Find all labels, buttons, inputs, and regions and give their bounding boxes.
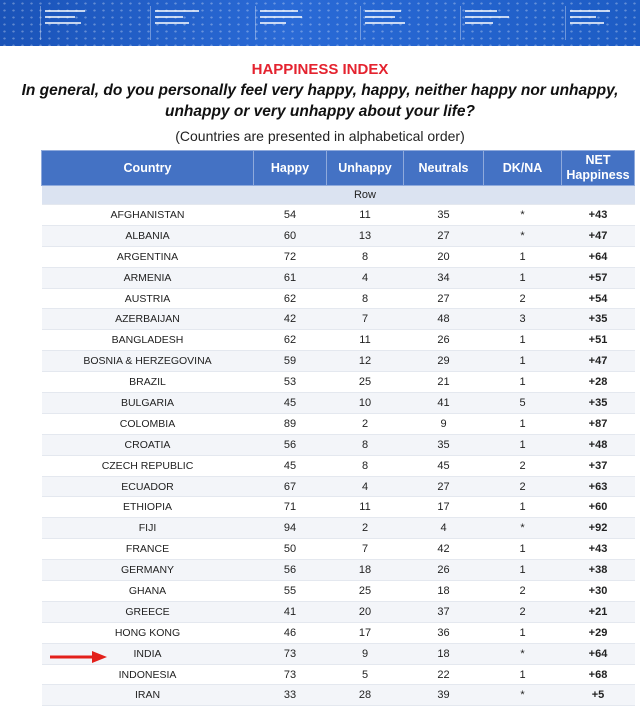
dkna-cell: *	[484, 643, 562, 664]
neutrals-cell: 45	[404, 455, 484, 476]
unhappy-cell: 17	[327, 622, 404, 643]
net-happiness-cell: +47	[562, 225, 635, 246]
unhappy-cell: 20	[327, 601, 404, 622]
happy-cell: 50	[254, 539, 327, 560]
column-header-country: Country	[42, 151, 254, 186]
country-cell: BOSNIA & HERZEGOVINA	[42, 351, 254, 372]
unhappy-cell: 2	[327, 518, 404, 539]
unhappy-cell: 7	[327, 539, 404, 560]
happy-cell: 45	[254, 455, 327, 476]
neutrals-cell: 17	[404, 497, 484, 518]
neutrals-cell: 20	[404, 246, 484, 267]
neutrals-cell: 18	[404, 643, 484, 664]
net-happiness-cell: +87	[562, 413, 635, 434]
section-label-spacer	[484, 186, 562, 205]
table-row	[42, 434, 635, 455]
dkna-cell: 1	[484, 413, 562, 434]
happy-cell: 94	[254, 518, 327, 539]
table-row	[42, 581, 635, 602]
dkna-cell: 2	[484, 455, 562, 476]
column-header-unhappy: Unhappy	[327, 151, 404, 186]
column-header-net-happiness: NET Happiness	[562, 151, 635, 186]
dkna-cell: 1	[484, 622, 562, 643]
table-row	[42, 601, 635, 622]
banner-logo-block	[150, 6, 209, 40]
country-cell: ARGENTINA	[42, 246, 254, 267]
net-happiness-cell: +63	[562, 476, 635, 497]
net-happiness-cell: +28	[562, 372, 635, 393]
dkna-cell: 1	[484, 434, 562, 455]
banner-logo-block	[255, 6, 314, 40]
country-cell: IRAN	[42, 685, 254, 706]
happy-cell: 56	[254, 434, 327, 455]
red-right-arrow-icon	[48, 651, 108, 663]
unhappy-cell: 18	[327, 560, 404, 581]
table-row	[42, 393, 635, 414]
net-happiness-cell: +29	[562, 622, 635, 643]
happy-cell: 46	[254, 622, 327, 643]
country-cell: HONG KONG	[42, 622, 254, 643]
unhappy-cell: 13	[327, 225, 404, 246]
table-row	[42, 518, 635, 539]
neutrals-cell: 18	[404, 581, 484, 602]
dkna-cell: *	[484, 685, 562, 706]
dkna-cell: *	[484, 225, 562, 246]
net-happiness-cell: +30	[562, 581, 635, 602]
ordering-note: (Countries are presented in alphabetical order)	[175, 128, 465, 144]
neutrals-cell: 4	[404, 518, 484, 539]
table-row	[42, 685, 635, 706]
net-happiness-cell: +5	[562, 685, 635, 706]
dkna-cell: 5	[484, 393, 562, 414]
country-cell: FRANCE	[42, 539, 254, 560]
unhappy-cell: 8	[327, 434, 404, 455]
survey-question: In general, do you personally feel very happy, happy, neither happy nor unhappy, unhappy or very unhappy about your life?	[21, 82, 619, 120]
unhappy-cell: 8	[327, 455, 404, 476]
table-row	[42, 643, 635, 664]
section-label-row	[42, 186, 635, 205]
unhappy-cell: 28	[327, 685, 404, 706]
unhappy-cell: 11	[327, 497, 404, 518]
dkna-cell: 1	[484, 267, 562, 288]
happy-cell: 60	[254, 225, 327, 246]
column-header-happy: Happy	[254, 151, 327, 186]
section-label-spacer	[42, 186, 254, 205]
happy-cell: 89	[254, 413, 327, 434]
country-cell: CROATIA	[42, 434, 254, 455]
unhappy-cell: 9	[327, 643, 404, 664]
happy-cell: 41	[254, 601, 327, 622]
net-happiness-cell: +48	[562, 434, 635, 455]
country-cell: AUSTRIA	[42, 288, 254, 309]
happy-cell: 55	[254, 581, 327, 602]
dkna-cell: *	[484, 205, 562, 226]
net-happiness-cell: +21	[562, 601, 635, 622]
country-cell: FIJI	[42, 518, 254, 539]
happy-cell: 45	[254, 393, 327, 414]
neutrals-cell: 27	[404, 476, 484, 497]
dkna-cell: 1	[484, 539, 562, 560]
dkna-cell: 3	[484, 309, 562, 330]
table-row	[42, 288, 635, 309]
net-happiness-cell: +43	[562, 539, 635, 560]
table-row	[42, 497, 635, 518]
dkna-cell: 1	[484, 560, 562, 581]
neutrals-cell: 22	[404, 664, 484, 685]
country-cell: CZECH REPUBLIC	[42, 455, 254, 476]
country-cell: BRAZIL	[42, 372, 254, 393]
unhappy-cell: 11	[327, 205, 404, 226]
happy-cell: 71	[254, 497, 327, 518]
net-happiness-cell: +57	[562, 267, 635, 288]
net-happiness-cell: +35	[562, 309, 635, 330]
happy-cell: 67	[254, 476, 327, 497]
neutrals-cell: 34	[404, 267, 484, 288]
country-cell: ETHIOPIA	[42, 497, 254, 518]
table-row	[42, 476, 635, 497]
unhappy-cell: 10	[327, 393, 404, 414]
neutrals-cell: 36	[404, 622, 484, 643]
unhappy-cell: 5	[327, 664, 404, 685]
dkna-cell: 2	[484, 476, 562, 497]
net-happiness-cell: +35	[562, 393, 635, 414]
dkna-cell: *	[484, 518, 562, 539]
neutrals-cell: 27	[404, 288, 484, 309]
neutrals-cell: 35	[404, 434, 484, 455]
happy-cell: 72	[254, 246, 327, 267]
banner-logo-block	[565, 6, 624, 40]
table-row	[42, 455, 635, 476]
column-header-dkna: DK/NA	[484, 151, 562, 186]
net-happiness-cell: +51	[562, 330, 635, 351]
dkna-cell: 1	[484, 372, 562, 393]
dkna-cell: 2	[484, 581, 562, 602]
table-row	[42, 560, 635, 581]
table-row	[42, 351, 635, 372]
table-row	[42, 225, 635, 246]
net-happiness-cell: +54	[562, 288, 635, 309]
table-row	[42, 330, 635, 351]
dkna-cell: 2	[484, 288, 562, 309]
net-happiness-cell: +38	[562, 560, 635, 581]
neutrals-cell: 42	[404, 539, 484, 560]
happiness-table	[41, 150, 635, 706]
unhappy-cell: 8	[327, 288, 404, 309]
section-label-spacer	[562, 186, 635, 205]
unhappy-cell: 11	[327, 330, 404, 351]
dkna-cell: 1	[484, 664, 562, 685]
table-row	[42, 309, 635, 330]
table-row	[42, 413, 635, 434]
country-cell: GERMANY	[42, 560, 254, 581]
neutrals-cell: 37	[404, 601, 484, 622]
table-header-row	[42, 151, 635, 186]
banner-logo-block	[360, 6, 419, 40]
happy-cell: 54	[254, 205, 327, 226]
neutrals-cell: 9	[404, 413, 484, 434]
country-cell: COLOMBIA	[42, 413, 254, 434]
section-label-spacer	[254, 186, 327, 205]
unhappy-cell: 25	[327, 372, 404, 393]
table-row	[42, 622, 635, 643]
net-happiness-cell: +92	[562, 518, 635, 539]
happy-cell: 61	[254, 267, 327, 288]
country-cell: AFGHANISTAN	[42, 205, 254, 226]
section-label-spacer	[404, 186, 484, 205]
neutrals-cell: 26	[404, 330, 484, 351]
table-row	[42, 267, 635, 288]
unhappy-cell: 2	[327, 413, 404, 434]
banner-logo-block	[460, 6, 519, 40]
dkna-cell: 1	[484, 330, 562, 351]
country-cell: ALBANIA	[42, 225, 254, 246]
happy-cell: 73	[254, 643, 327, 664]
neutrals-cell: 48	[404, 309, 484, 330]
unhappy-cell: 12	[327, 351, 404, 372]
neutrals-cell: 29	[404, 351, 484, 372]
unhappy-cell: 4	[327, 476, 404, 497]
table-row	[42, 246, 635, 267]
section-label: Row	[327, 186, 404, 205]
net-happiness-cell: +60	[562, 497, 635, 518]
neutrals-cell: 21	[404, 372, 484, 393]
country-cell: INDIA	[42, 643, 254, 664]
unhappy-cell: 25	[327, 581, 404, 602]
dkna-cell: 1	[484, 351, 562, 372]
country-cell: BANGLADESH	[42, 330, 254, 351]
country-cell: ECUADOR	[42, 476, 254, 497]
happy-cell: 62	[254, 288, 327, 309]
dkna-cell: 1	[484, 497, 562, 518]
net-happiness-cell: +64	[562, 246, 635, 267]
happy-cell: 73	[254, 664, 327, 685]
happy-cell: 56	[254, 560, 327, 581]
country-cell: BULGARIA	[42, 393, 254, 414]
net-happiness-cell: +43	[562, 205, 635, 226]
country-cell: ARMENIA	[42, 267, 254, 288]
dkna-cell: 1	[484, 246, 562, 267]
table-row	[42, 372, 635, 393]
happy-cell: 62	[254, 330, 327, 351]
table-row	[42, 205, 635, 226]
column-header-neutrals: Neutrals	[404, 151, 484, 186]
net-happiness-cell: +68	[562, 664, 635, 685]
country-cell: INDONESIA	[42, 664, 254, 685]
happy-cell: 59	[254, 351, 327, 372]
country-cell: GREECE	[42, 601, 254, 622]
page-title: HAPPINESS INDEX	[251, 61, 389, 78]
neutrals-cell: 26	[404, 560, 484, 581]
happy-cell: 42	[254, 309, 327, 330]
neutrals-cell: 35	[404, 205, 484, 226]
unhappy-cell: 4	[327, 267, 404, 288]
country-cell: AZERBAIJAN	[42, 309, 254, 330]
header-banner	[0, 0, 640, 46]
net-happiness-cell: +47	[562, 351, 635, 372]
table-row	[42, 539, 635, 560]
neutrals-cell: 41	[404, 393, 484, 414]
dkna-cell: 2	[484, 601, 562, 622]
happy-cell: 33	[254, 685, 327, 706]
neutrals-cell: 27	[404, 225, 484, 246]
happy-cell: 53	[254, 372, 327, 393]
net-happiness-cell: +64	[562, 643, 635, 664]
country-cell: GHANA	[42, 581, 254, 602]
banner-logo-block	[40, 6, 99, 40]
neutrals-cell: 39	[404, 685, 484, 706]
table-row	[42, 664, 635, 685]
net-happiness-cell: +37	[562, 455, 635, 476]
unhappy-cell: 7	[327, 309, 404, 330]
unhappy-cell: 8	[327, 246, 404, 267]
